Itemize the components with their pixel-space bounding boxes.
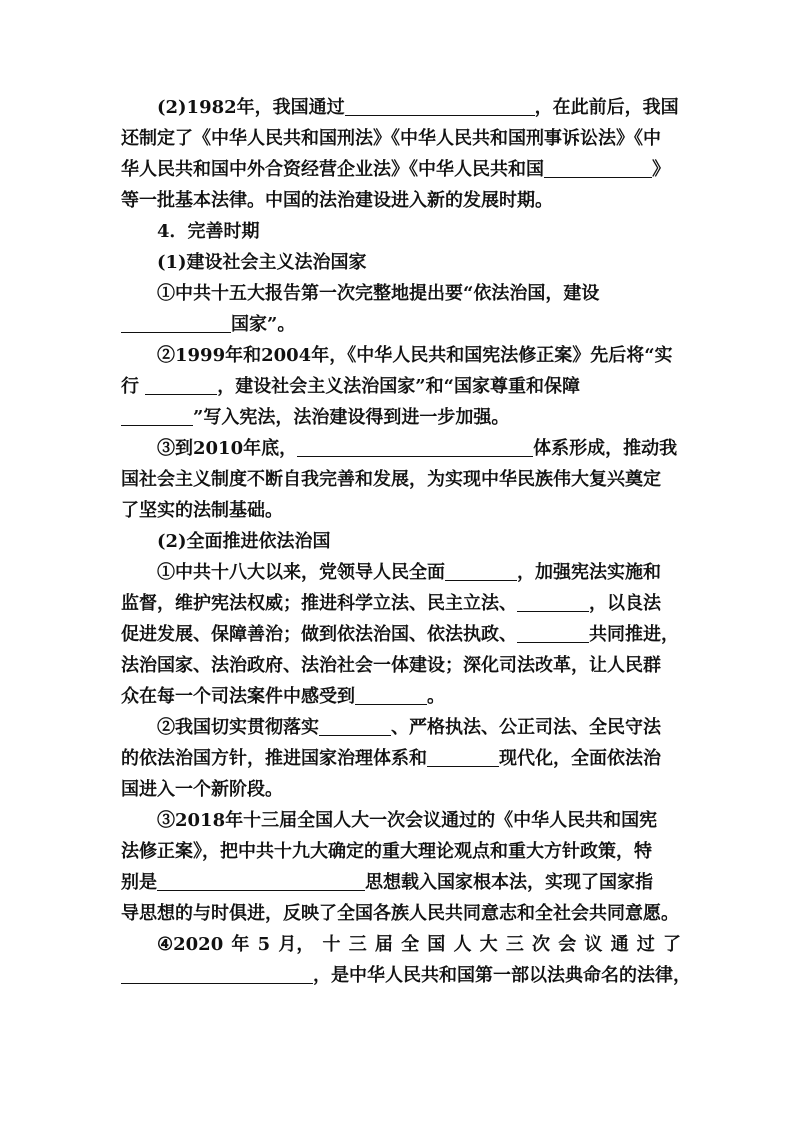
- text-line: ③2018年十三届全国人大一次会议通过的《中华人民共和国宪: [157, 810, 658, 831]
- text-segment: 会: [558, 934, 577, 955]
- text-segment: 众在每一个司法案件中感受到: [121, 686, 355, 707]
- text-line: [121, 92, 681, 123]
- text-line: ①中共十五大报告第一次完整地提出要“依法治国，建设: [157, 283, 600, 304]
- fill-blank: [145, 376, 217, 395]
- text-line: 了坚实的法制基础。: [121, 500, 283, 521]
- fill-blank: [445, 562, 517, 581]
- text-segment: 5: [257, 934, 271, 955]
- fill-blank: [517, 624, 589, 643]
- text-segment: 次: [532, 934, 551, 955]
- section-heading: 4．完善时期: [157, 221, 260, 242]
- text-segment: 国: [427, 934, 446, 955]
- text-segment: 月，: [278, 934, 315, 955]
- fill-blank: [427, 748, 499, 767]
- text-line: [121, 557, 681, 588]
- text-line: [121, 681, 681, 712]
- text-line: [121, 588, 681, 619]
- text-segment: 人: [453, 934, 472, 955]
- text-segment: 行: [121, 376, 139, 397]
- text-segment: 通: [610, 934, 629, 955]
- text-line: [121, 743, 681, 774]
- fill-blank: [121, 965, 313, 984]
- text-line: 法修正案》，把中共十九大确定的重大理论观点和重大方针政策，特: [121, 841, 652, 862]
- text-segment: 三: [505, 934, 524, 955]
- text-line-justified: [121, 929, 681, 960]
- text-segment: ，加强宪法实施和: [517, 562, 661, 583]
- text-line: [121, 712, 681, 743]
- text-line: [121, 867, 681, 898]
- text-segment: 、严格执法、公正司法、全民守法: [391, 717, 661, 738]
- text-segment: (2)1982年，我国通过: [157, 97, 345, 118]
- text-segment: 全: [401, 934, 420, 955]
- text-segment: ①中共十八大以来，党领导人民全面: [157, 562, 445, 583]
- text-segment: ，是中华人民共和国第一部以法典命名的法律，: [313, 965, 691, 986]
- text-segment: ，建设社会主义法治国家”和“国家尊重和保障: [217, 376, 580, 397]
- text-segment: 。: [427, 686, 445, 707]
- text-segment: 了: [662, 934, 681, 955]
- text-line: [121, 371, 681, 402]
- fill-blank: [345, 97, 535, 116]
- text-segment: 华人民共和国中外合资经营企业法》《中华人民共和国: [121, 159, 544, 180]
- text-segment: 三: [348, 934, 367, 955]
- text-segment: ，以良法: [589, 593, 661, 614]
- fill-blank: [121, 314, 231, 333]
- text-segment: 思想载入国家根本法，实现了国家指: [365, 872, 653, 893]
- fill-blank: [121, 407, 193, 426]
- text-segment: 别是: [121, 872, 157, 893]
- fill-blank: [355, 686, 427, 705]
- text-line: [121, 154, 681, 185]
- fill-blank: [297, 438, 533, 457]
- document-page: [121, 92, 691, 991]
- text-segment: 体系形成，推动我: [533, 438, 678, 459]
- text-line: 国社会主义制度不断自我完善和发展，为实现中华民族伟大复兴奠定: [121, 469, 661, 490]
- fill-blank: [157, 872, 365, 891]
- text-line: 导思想的与时俱进，反映了全国各族人民共同意志和全社会共同意愿。: [121, 903, 679, 924]
- fill-blank: [517, 593, 589, 612]
- text-line: 等一批基本法律。中国的法治建设进入新的发展时期。: [121, 190, 553, 211]
- text-segment: 年: [231, 934, 250, 955]
- fill-blank: [319, 717, 391, 736]
- text-segment: 促进发展、保障善治；做到依法治国、依法执政、: [121, 624, 517, 645]
- text-segment: 十: [322, 934, 341, 955]
- text-line: [121, 402, 681, 433]
- text-line: 还制定了《中华人民共和国刑法》《中华人民共和国刑事诉讼法》《中: [121, 128, 661, 149]
- text-segment: 》: [652, 159, 670, 180]
- text-segment: 过: [636, 934, 655, 955]
- text-segment: ，在此前后，我国: [534, 97, 679, 118]
- fill-blank: [544, 159, 652, 178]
- text-segment: ③到2010年底，: [157, 438, 298, 459]
- text-segment: 议: [584, 934, 603, 955]
- text-segment: 现代化，全面依法治: [499, 748, 661, 769]
- text-line: [121, 619, 681, 650]
- subsection-heading: (2)全面推进依法治国: [157, 531, 331, 552]
- text-segment: ②我国切实贯彻落实: [157, 717, 319, 738]
- text-segment: 监督，维护宪法权威；推进科学立法、民主立法、: [121, 593, 517, 614]
- text-segment: 大: [479, 934, 498, 955]
- text-segment: 共同推进，: [589, 624, 679, 645]
- text-segment: ”写入宪法，法治建设得到进一步加强。: [193, 407, 510, 428]
- text-line: [121, 433, 681, 464]
- text-line: [121, 309, 681, 340]
- subsection-heading: (1)建设社会主义法治国家: [157, 252, 367, 273]
- text-line: 国进入一个新阶段。: [121, 779, 283, 800]
- text-segment: ④2020: [157, 934, 224, 955]
- text-line: [121, 960, 691, 991]
- text-segment: 的依法治国方针，推进国家治理体系和: [121, 748, 427, 769]
- text-line: 法治国家、法治政府、法治社会一体建设；深化司法改革，让人民群: [121, 655, 661, 676]
- text-segment: 国家”。: [231, 314, 296, 335]
- text-line: ②1999年和2004年，《中华人民共和国宪法修正案》先后将“实: [157, 345, 673, 366]
- text-segment: 届: [374, 934, 393, 955]
